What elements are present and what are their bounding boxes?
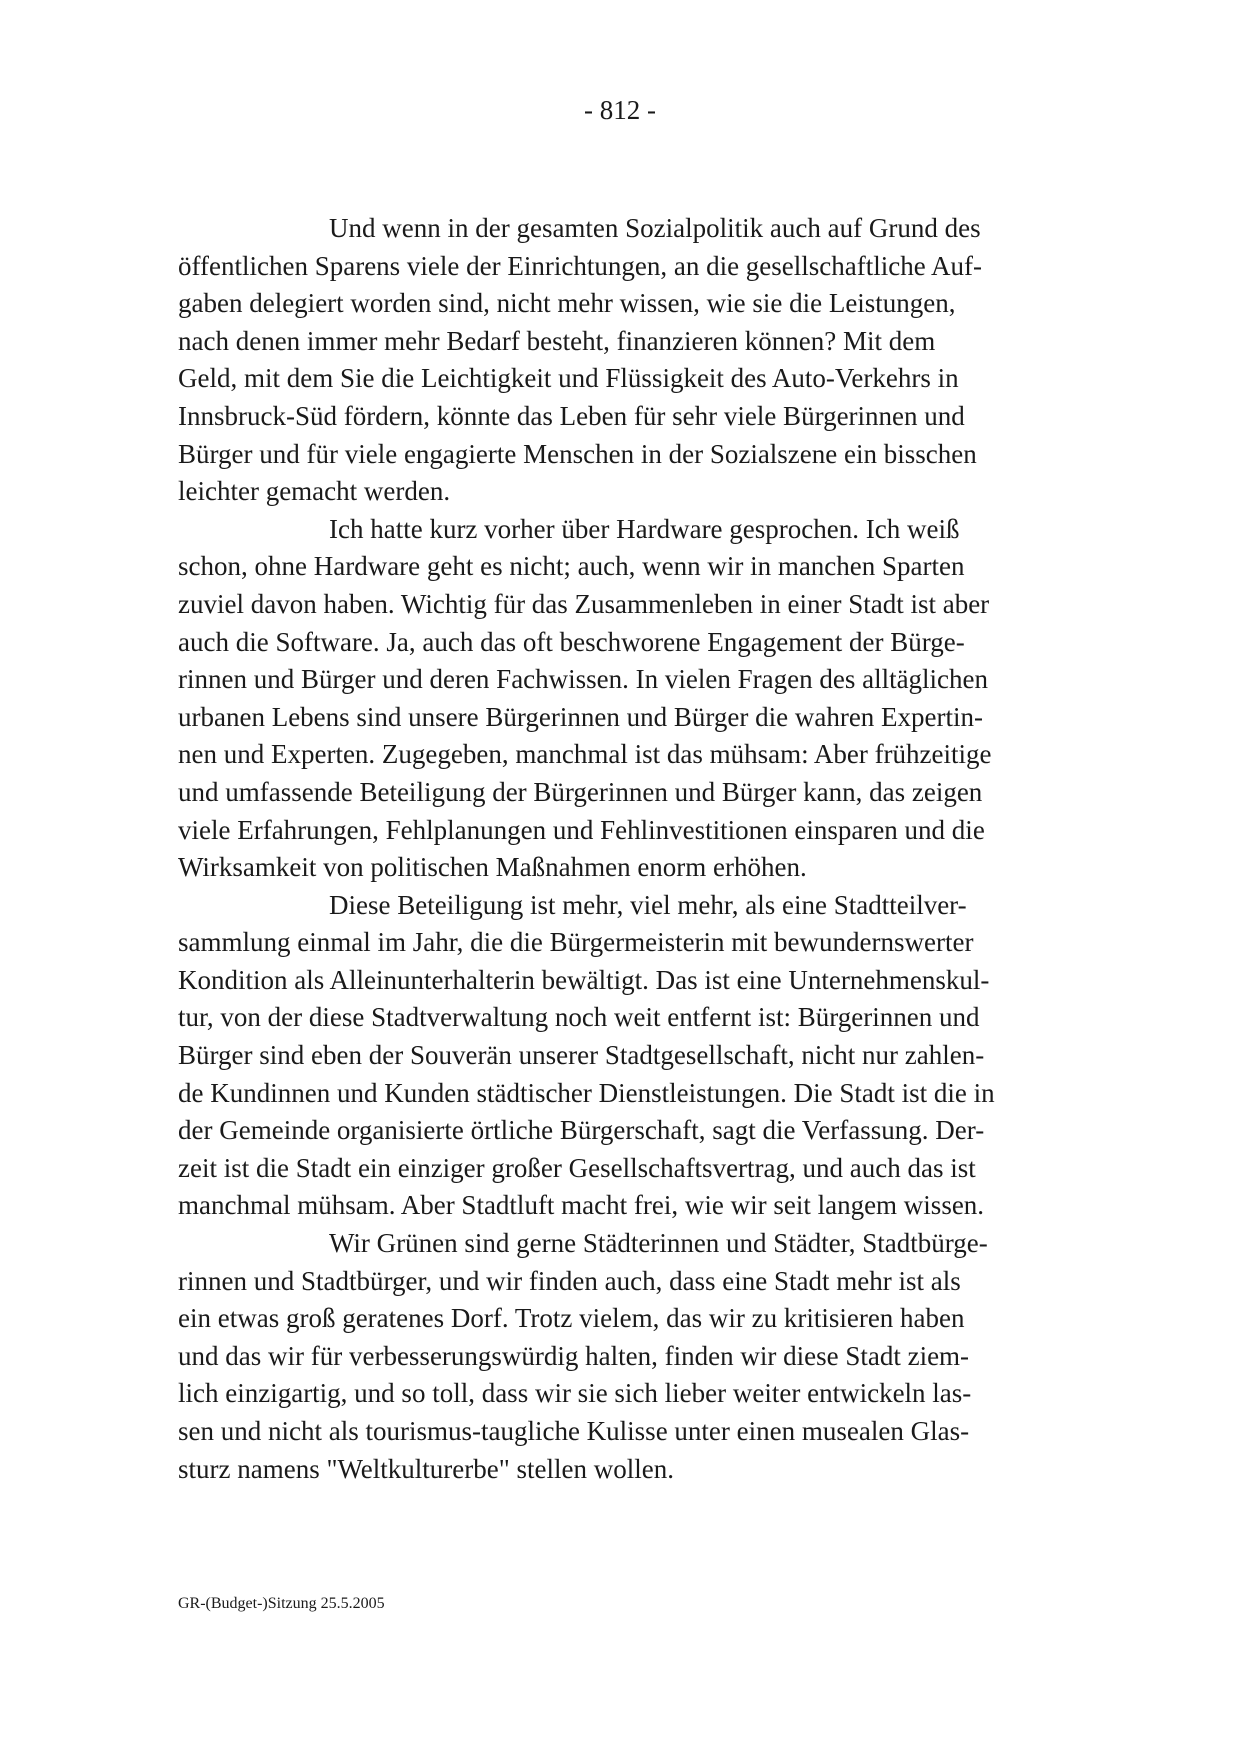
paragraph-2 bbox=[178, 511, 1068, 887]
text-line: Und wenn in der gesamten Sozialpolitik auch auf Grund des bbox=[329, 213, 981, 243]
text-line: schon, ohne Hardware geht es nicht; auch, wenn wir in manchen Sparten bbox=[178, 551, 965, 582]
text-line: zuviel davon haben. Wichtig für das Zusammenleben in einer Stadt ist aber bbox=[178, 588, 990, 619]
text-line: viele Erfahrungen, Fehlplanungen und Fehlinvestitionen einsparen und die bbox=[178, 814, 985, 845]
paragraph-4 bbox=[178, 1225, 1068, 1488]
text-line: und das wir für verbesserungswürdig halten, finden wir diese Stadt ziem- bbox=[178, 1340, 970, 1371]
text-line: öffentlichen Sparens viele der Einrichtungen, an die gesellschaftliche Auf- bbox=[178, 250, 982, 281]
text-line: urbanen Lebens sind unsere Bürgerinnen und Bürger die wahren Expertin- bbox=[178, 701, 984, 732]
text-line: der Gemeinde organisierte örtliche Bürgerschaft, sagt die Verfassung. Der- bbox=[178, 1115, 985, 1146]
text-line: manchmal mühsam. Aber Stadtluft macht frei, wie wir seit langem wissen. bbox=[178, 1190, 985, 1221]
text-line: ein etwas groß geratenes Dorf. Trotz vielem, das wir zu kritisieren haben bbox=[178, 1303, 965, 1334]
text-line: de Kundinnen und Kunden städtischer Dienstleistungen. Die Stadt ist die in bbox=[178, 1077, 995, 1108]
text-line: sturz namens "Weltkulturerbe" stellen wollen. bbox=[178, 1453, 674, 1484]
text-line: auch die Software. Ja, auch das oft beschworene Engagement der Bürge- bbox=[178, 626, 965, 657]
text-line: Kondition als Alleinunterhalterin bewältigt. Das ist eine Unternehmenskul- bbox=[178, 964, 990, 995]
text-line: Geld, mit dem Sie die Leichtigkeit und Flüssigkeit des Auto-Verkehrs in bbox=[178, 363, 959, 394]
text-line: lich einzigartig, und so toll, dass wir sie sich lieber weiter entwickeln las- bbox=[178, 1378, 972, 1409]
text-line: Diese Beteiligung ist mehr, viel mehr, als eine Stadtteilver- bbox=[329, 889, 967, 920]
text-line: Ich hatte kurz vorher über Hardware gesprochen. Ich weiß bbox=[329, 513, 960, 544]
page-number: - 812 - bbox=[584, 95, 656, 125]
body-text bbox=[178, 210, 1068, 1488]
text-line: Bürger und für viele engagierte Menschen in der Sozialszene ein bisschen bbox=[178, 438, 977, 469]
page-footer: GR-(Budget-)Sitzung 25.5.2005 bbox=[178, 1595, 385, 1612]
text-line: und umfassende Beteiligung der Bürgerinnen und Bürger kann, das zeigen bbox=[178, 776, 983, 807]
text-line: tur, von der diese Stadtverwaltung noch weit entfernt ist: Bürgerinnen und bbox=[178, 1002, 980, 1033]
text-line: Bürger sind eben der Souverän unserer Stadtgesellschaft, nicht nur zahlen- bbox=[178, 1040, 985, 1071]
text-line: nen und Experten. Zugegeben, manchmal ist das mühsam: Aber frühzeitige bbox=[178, 739, 992, 770]
text-line: gaben delegiert worden sind, nicht mehr wissen, wie sie die Leistungen, bbox=[178, 288, 956, 319]
text-line: leichter gemacht werden. bbox=[178, 476, 451, 507]
text-line: rinnen und Bürger und deren Fachwissen. In vielen Fragen des alltäglichen bbox=[178, 664, 989, 695]
text-line: sen und nicht als tourismus-taugliche Kulisse unter einen musealen Glas- bbox=[178, 1416, 970, 1446]
paragraph-1 bbox=[178, 210, 1068, 511]
text-line: Wirksamkeit von politischen Maßnahmen enorm erhöhen. bbox=[178, 852, 807, 883]
text-line: Wir Grünen sind gerne Städterinnen und Städter, Stadtbürge- bbox=[329, 1228, 988, 1259]
text-line: zeit ist die Stadt ein einziger großer Gesellschaftsvertrag, und auch das ist bbox=[178, 1152, 976, 1183]
paragraph-3 bbox=[178, 887, 1068, 1225]
text-line: Innsbruck-Süd fördern, könnte das Leben für sehr viele Bürgerinnen und bbox=[178, 400, 965, 431]
text-line: rinnen und Stadtbürger, und wir finden auch, dass eine Stadt mehr ist als bbox=[178, 1265, 961, 1296]
text-line: nach denen immer mehr Bedarf besteht, finanzieren können? Mit dem bbox=[178, 325, 936, 356]
text-line: sammlung einmal im Jahr, die die Bürgermeisterin mit bewundernswerter bbox=[178, 927, 974, 958]
